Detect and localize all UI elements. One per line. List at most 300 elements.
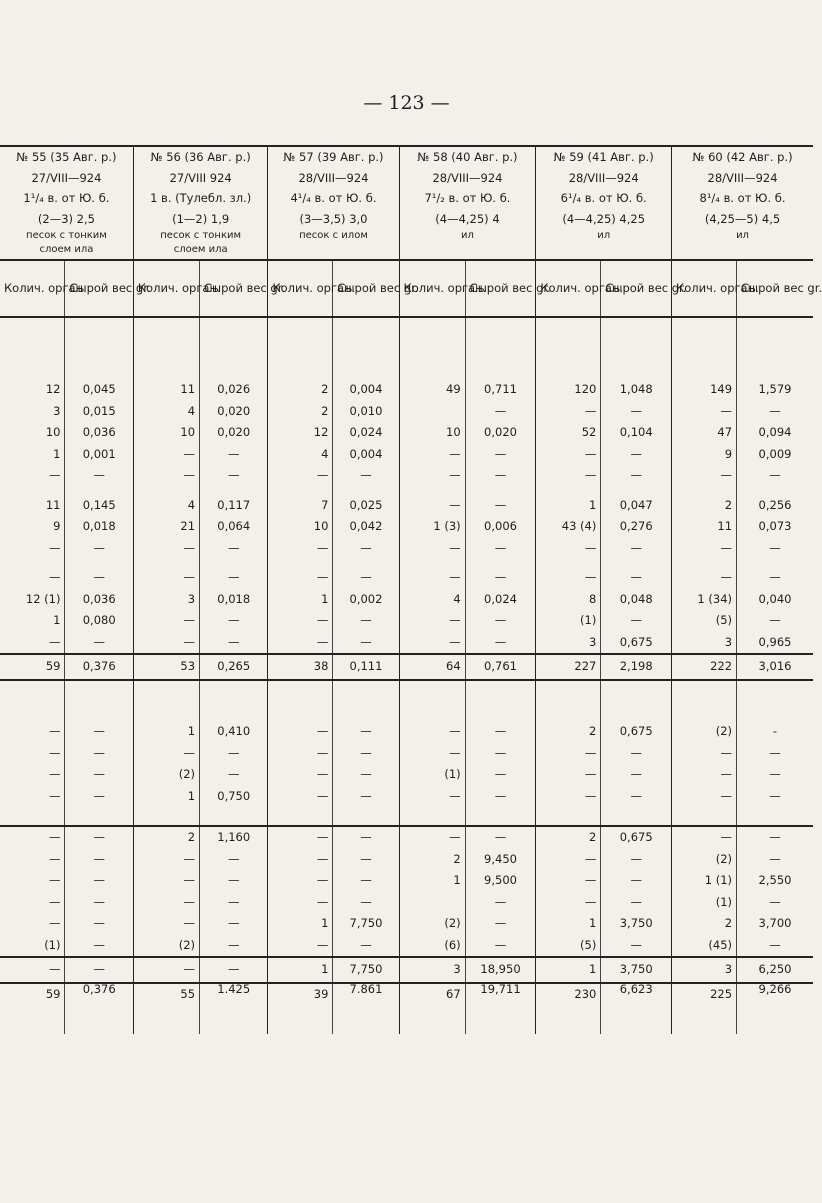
count-cell: —: [48, 851, 61, 866]
column-header-row: [0, 260, 813, 317]
count-cell: —: [672, 401, 737, 423]
weight-cell: —: [601, 849, 672, 871]
weight-cell: —: [601, 538, 672, 560]
count-cell: 4: [133, 401, 199, 423]
station-date: 28/VIII—924: [707, 170, 778, 185]
count-cell: —: [48, 894, 61, 909]
empty-cell: [737, 559, 813, 567]
weight-cell: 0,064: [200, 516, 268, 538]
column-header-weight: Сырой вес gr.: [333, 260, 399, 317]
count-cell: 43 (4): [536, 516, 601, 538]
weight-cell: —: [333, 826, 399, 849]
count-cell: 2: [536, 721, 601, 743]
weight-cell: 0,018: [65, 516, 133, 538]
weight-cell: 0,006: [465, 516, 536, 538]
count-cell: 12: [45, 382, 61, 396]
empty-cell: [200, 680, 268, 721]
station-title: № 58 (40 Авг. р.): [417, 150, 518, 164]
weight-cell: 0,104: [601, 422, 672, 444]
table-row: [0, 401, 813, 423]
empty-cell: [536, 680, 601, 721]
station-title: № 56 (36 Авг. р.): [150, 150, 251, 164]
count-cell: —: [0, 957, 65, 983]
weight-cell: —: [465, 610, 536, 632]
empty-cell: [536, 559, 601, 567]
count-cell: —: [268, 538, 333, 560]
count-cell: 9: [672, 444, 737, 466]
count-cell: 1: [268, 913, 333, 935]
weight-cell: 0,045: [65, 379, 133, 401]
weight-cell: 0,094: [737, 422, 813, 444]
count-cell: 9: [53, 519, 61, 533]
empty-cell: [200, 487, 268, 495]
weight-cell: —: [465, 632, 536, 655]
count-cell: 1: [53, 613, 61, 627]
weight-cell: 0,965: [737, 632, 813, 655]
weight-cell: 9,266: [737, 983, 813, 1034]
count-cell: —: [399, 495, 465, 517]
count-cell: 149: [672, 379, 737, 401]
weight-cell: 0,024: [333, 422, 399, 444]
station-header: [268, 146, 399, 260]
weight-cell: —: [65, 849, 133, 871]
count-cell: [399, 401, 465, 423]
count-cell: 49: [399, 379, 465, 401]
count-cell: —: [399, 826, 465, 849]
table-row: [0, 826, 813, 849]
empty-cell: [737, 807, 813, 826]
weight-cell: 7.861: [333, 983, 399, 1034]
station-soil: слоем ила: [39, 244, 94, 255]
weight-cell: —: [333, 610, 399, 632]
count-cell: (2): [133, 935, 199, 958]
count-cell: (1): [399, 764, 465, 786]
table-row: [0, 379, 813, 401]
count-cell: 2: [672, 495, 737, 517]
weight-cell: —: [737, 401, 813, 423]
weight-cell: —: [465, 892, 536, 914]
count-cell: —: [48, 570, 61, 584]
weight-cell: —: [737, 826, 813, 849]
empty-cell: [333, 487, 399, 495]
count-cell: 10: [45, 425, 61, 439]
count-cell: —: [672, 786, 737, 808]
count-cell: 2: [268, 401, 333, 423]
station-depth: (2—3) 2,5: [37, 211, 95, 226]
weight-cell: 0,026: [200, 379, 268, 401]
count-cell: 4: [268, 444, 333, 466]
count-cell: (2): [133, 764, 199, 786]
weight-cell: 0,009: [737, 444, 813, 466]
count-cell: —: [48, 634, 61, 649]
column-header-count: Колич. орган.: [268, 260, 333, 317]
subtotal-row: [0, 957, 813, 983]
count-cell: —: [399, 538, 465, 560]
weight-cell: 2,550: [737, 870, 813, 892]
weight-cell: 3,750: [601, 913, 672, 935]
empty-cell: [601, 317, 672, 379]
count-cell: —: [536, 743, 601, 765]
count-cell: 230: [536, 983, 601, 1034]
count-cell: 64: [399, 654, 465, 680]
count-cell: (2): [399, 913, 465, 935]
count-cell: —: [268, 743, 333, 765]
station-depth: (4—4,25) 4: [435, 211, 500, 226]
weight-cell: —: [200, 743, 268, 765]
table-row: [0, 935, 813, 958]
weight-cell: —: [65, 786, 133, 808]
count-cell: —: [672, 764, 737, 786]
count-cell: 3: [133, 589, 199, 611]
empty-cell: [0, 487, 65, 495]
count-cell: —: [536, 764, 601, 786]
empty-cell: [268, 559, 333, 567]
weight-cell: 0,042: [333, 516, 399, 538]
weight-cell: 3,016: [737, 654, 813, 680]
count-cell: —: [268, 786, 333, 808]
weight-cell: —: [333, 632, 399, 655]
weight-cell: 7,750: [333, 957, 399, 983]
empty-cell: [133, 559, 199, 567]
station-title: № 55 (35 Авг. р.): [16, 150, 117, 164]
weight-cell: 7,750: [333, 913, 399, 935]
weight-cell: —: [65, 465, 133, 487]
weight-cell: —: [601, 610, 672, 632]
weight-cell: —: [465, 567, 536, 589]
station-location: 1 в. (Тулебл. зл.): [150, 191, 252, 205]
count-cell: [399, 892, 465, 914]
empty-cell: [672, 487, 737, 495]
empty-cell: [672, 559, 737, 567]
gap-row: [0, 680, 813, 721]
weight-cell: —: [333, 567, 399, 589]
station-header: [133, 146, 268, 260]
weight-cell: —: [200, 892, 268, 914]
station-soil: ил: [736, 230, 749, 241]
weight-cell: —: [200, 567, 268, 589]
count-cell: 1: [536, 957, 601, 983]
empty-cell: [536, 807, 601, 826]
weight-cell: 0,675: [601, 632, 672, 655]
column-header-count: Колич. орган.: [133, 260, 199, 317]
weight-cell: —: [65, 743, 133, 765]
weight-cell: —: [465, 786, 536, 808]
station-depth: (1—2) 1,9: [172, 211, 230, 226]
count-cell: —: [48, 873, 61, 887]
station-location: 1¹/₄ в. от Ю. б.: [23, 191, 110, 205]
station-title: № 59 (41 Авг. р.): [553, 150, 654, 164]
count-cell: —: [133, 465, 199, 487]
count-cell: 1: [53, 446, 61, 461]
count-cell: —: [672, 567, 737, 589]
weight-cell: 0,018: [200, 589, 268, 611]
count-cell: —: [399, 610, 465, 632]
weight-cell: —: [333, 786, 399, 808]
weight-cell: —: [737, 538, 813, 560]
weight-cell: —: [65, 892, 133, 914]
column-header-count: Колич. орган.: [399, 260, 465, 317]
count-cell: 8: [536, 589, 601, 611]
count-cell: 3: [399, 957, 465, 983]
count-cell: 59: [0, 654, 65, 680]
table-row: [0, 913, 813, 935]
gap-row: [0, 559, 813, 567]
weight-cell: —: [333, 849, 399, 871]
weight-cell: —: [737, 849, 813, 871]
weight-cell: —: [65, 721, 133, 743]
count-cell: 3: [536, 632, 601, 655]
empty-cell: [536, 487, 601, 495]
station-date: 28/VIII—924: [298, 170, 369, 185]
weight-cell: 0,015: [65, 401, 133, 423]
empty-cell: [672, 317, 737, 379]
weight-cell: —: [601, 764, 672, 786]
weight-cell: —: [465, 538, 536, 560]
weight-cell: 0,073: [737, 516, 813, 538]
count-cell: 2: [536, 826, 601, 849]
empty-cell: [268, 680, 333, 721]
weight-cell: 0,376: [65, 654, 133, 680]
count-cell: 1 (3): [399, 516, 465, 538]
count-cell: 12: [268, 422, 333, 444]
weight-cell: 0,020: [200, 401, 268, 423]
count-cell: —: [133, 849, 199, 871]
empty-cell: [0, 807, 65, 826]
table-row: [0, 892, 813, 914]
count-cell: 38: [268, 654, 333, 680]
weight-cell: —: [601, 401, 672, 423]
weight-cell: —: [465, 913, 536, 935]
count-cell: (1): [536, 610, 601, 632]
count-cell: (45): [672, 935, 737, 958]
weight-cell: 0,010: [333, 401, 399, 423]
count-cell: 10: [268, 516, 333, 538]
empty-cell: [133, 680, 199, 721]
count-cell: —: [48, 540, 61, 555]
count-cell: —: [268, 721, 333, 743]
weight-cell: —: [200, 444, 268, 466]
weight-cell: 0,004: [333, 444, 399, 466]
empty-cell: [465, 317, 536, 379]
count-cell: —: [536, 444, 601, 466]
weight-cell: 0,025: [333, 495, 399, 517]
page-number: — 123 —: [363, 92, 450, 114]
weight-cell: —: [737, 935, 813, 958]
count-cell: 3: [53, 403, 61, 418]
weight-cell: 0,020: [465, 422, 536, 444]
count-cell: 47: [672, 422, 737, 444]
weight-cell: 0,711: [465, 379, 536, 401]
empty-cell: [200, 317, 268, 379]
weight-cell: 3,750: [601, 957, 672, 983]
weight-cell: —: [65, 567, 133, 589]
count-cell: (6): [399, 935, 465, 958]
weight-cell: —: [200, 764, 268, 786]
count-cell: —: [268, 567, 333, 589]
weight-cell: —: [601, 935, 672, 958]
count-cell: 10: [399, 422, 465, 444]
count-cell: —: [48, 468, 61, 482]
count-cell: —: [672, 538, 737, 560]
weight-cell: 0,750: [200, 786, 268, 808]
table-row: [0, 567, 813, 589]
weight-cell: —: [465, 721, 536, 743]
column-header-count: Колич. орган.: [672, 260, 737, 317]
count-cell: —: [268, 870, 333, 892]
count-cell: 11: [133, 379, 199, 401]
empty-cell: [737, 487, 813, 495]
empty-cell: [200, 559, 268, 567]
station-header: [672, 146, 813, 260]
count-cell: 3: [672, 632, 737, 655]
count-cell: —: [399, 567, 465, 589]
empty-cell: [65, 807, 133, 826]
gap-row: [0, 807, 813, 826]
weight-cell: 0,020: [200, 422, 268, 444]
count-cell: 12 (1): [25, 591, 61, 606]
weight-cell: —: [601, 870, 672, 892]
empty-cell: [333, 317, 399, 379]
table-row: [0, 849, 813, 871]
empty-cell: [200, 807, 268, 826]
weight-cell: 0,675: [601, 826, 672, 849]
count-cell: —: [536, 465, 601, 487]
table-row: [0, 764, 813, 786]
weight-cell: 0,265: [200, 654, 268, 680]
count-cell: —: [268, 465, 333, 487]
empty-cell: [399, 680, 465, 721]
empty-cell: [465, 559, 536, 567]
empty-cell: [333, 559, 399, 567]
weight-cell: —: [65, 935, 133, 958]
count-cell: 4: [399, 589, 465, 611]
count-cell: 1: [268, 589, 333, 611]
empty-cell: [65, 680, 133, 721]
empty-cell: [737, 317, 813, 379]
count-cell: 2: [672, 913, 737, 935]
empty-cell: [601, 680, 672, 721]
empty-cell: [399, 807, 465, 826]
count-cell: —: [133, 632, 199, 655]
weight-cell: 0,256: [737, 495, 813, 517]
weight-cell: 0,002: [333, 589, 399, 611]
weight-cell: 0,036: [65, 422, 133, 444]
count-cell: —: [268, 826, 333, 849]
station-header: [536, 146, 672, 260]
weight-cell: —: [465, 935, 536, 958]
table-row: [0, 465, 813, 487]
weight-cell: 0,001: [65, 444, 133, 466]
weight-cell: 1,579: [737, 379, 813, 401]
weight-cell: —: [200, 610, 268, 632]
station-depth: (3—3,5) 3,0: [299, 211, 368, 226]
count-cell: —: [268, 935, 333, 958]
count-cell: (1): [44, 937, 61, 952]
count-cell: —: [536, 567, 601, 589]
weight-cell: —: [737, 764, 813, 786]
count-cell: 11: [45, 497, 61, 512]
column-header-count: Колич. орган.: [536, 260, 601, 317]
count-cell: 1: [536, 495, 601, 517]
weight-cell: —: [200, 632, 268, 655]
weight-cell: —: [65, 913, 133, 935]
empty-cell: [399, 487, 465, 495]
empty-cell: [399, 317, 465, 379]
weight-cell: 0,048: [601, 589, 672, 611]
table-row: [0, 786, 813, 808]
count-cell: —: [399, 786, 465, 808]
station-date: 28/VIII—924: [432, 170, 503, 185]
weight-cell: 3,700: [737, 913, 813, 935]
empty-cell: [133, 317, 199, 379]
empty-cell: [268, 807, 333, 826]
weight-cell: —: [200, 849, 268, 871]
count-cell: —: [133, 957, 199, 983]
count-cell: —: [536, 892, 601, 914]
count-cell: —: [48, 724, 61, 738]
count-cell: 2: [399, 849, 465, 871]
count-cell: 11: [672, 516, 737, 538]
weight-cell: —: [200, 538, 268, 560]
count-cell: —: [48, 767, 61, 781]
count-cell: 1: [268, 957, 333, 983]
station-header: [0, 146, 133, 260]
count-cell: (1): [672, 892, 737, 914]
station-date: 27/VIII 924: [169, 170, 232, 185]
empty-cell: [268, 317, 333, 379]
weight-cell: 0,111: [333, 654, 399, 680]
column-header-weight: Сырой вес gr.: [737, 260, 813, 317]
count-cell: —: [536, 538, 601, 560]
station-soil: песок с тонким: [160, 230, 242, 241]
count-cell: 67: [399, 983, 465, 1034]
station-title: № 57 (39 Авг. р.): [283, 150, 384, 164]
count-cell: —: [268, 610, 333, 632]
station-soil: ил: [461, 230, 474, 241]
count-cell: 1: [536, 913, 601, 935]
count-cell: —: [48, 745, 61, 760]
weight-cell: 0,675: [601, 721, 672, 743]
count-cell: —: [268, 632, 333, 655]
count-cell: —: [672, 465, 737, 487]
weight-cell: 0,276: [601, 516, 672, 538]
count-cell: —: [536, 870, 601, 892]
count-cell: —: [133, 913, 199, 935]
count-cell: 227: [536, 654, 601, 680]
count-cell: 53: [133, 654, 199, 680]
weight-cell: —: [465, 826, 536, 849]
table-row: [0, 721, 813, 743]
count-cell: —: [133, 567, 199, 589]
count-cell: —: [536, 786, 601, 808]
weight-cell: —: [65, 826, 133, 849]
weight-cell: 19,711: [465, 983, 536, 1034]
weight-cell: 0,761: [465, 654, 536, 680]
station-depth: (4,25—5) 4,5: [704, 211, 781, 226]
weight-cell: —: [601, 567, 672, 589]
count-cell: (2): [672, 721, 737, 743]
empty-cell: [0, 317, 65, 379]
count-cell: 7: [268, 495, 333, 517]
count-cell: (5): [672, 610, 737, 632]
weight-cell: —: [465, 743, 536, 765]
station-soil: песок с илом: [299, 230, 368, 241]
total-row: [0, 983, 813, 1034]
weight-cell: —: [737, 465, 813, 487]
weight-cell: 9,450: [465, 849, 536, 871]
weight-cell: —: [601, 465, 672, 487]
empty-cell: [268, 487, 333, 495]
